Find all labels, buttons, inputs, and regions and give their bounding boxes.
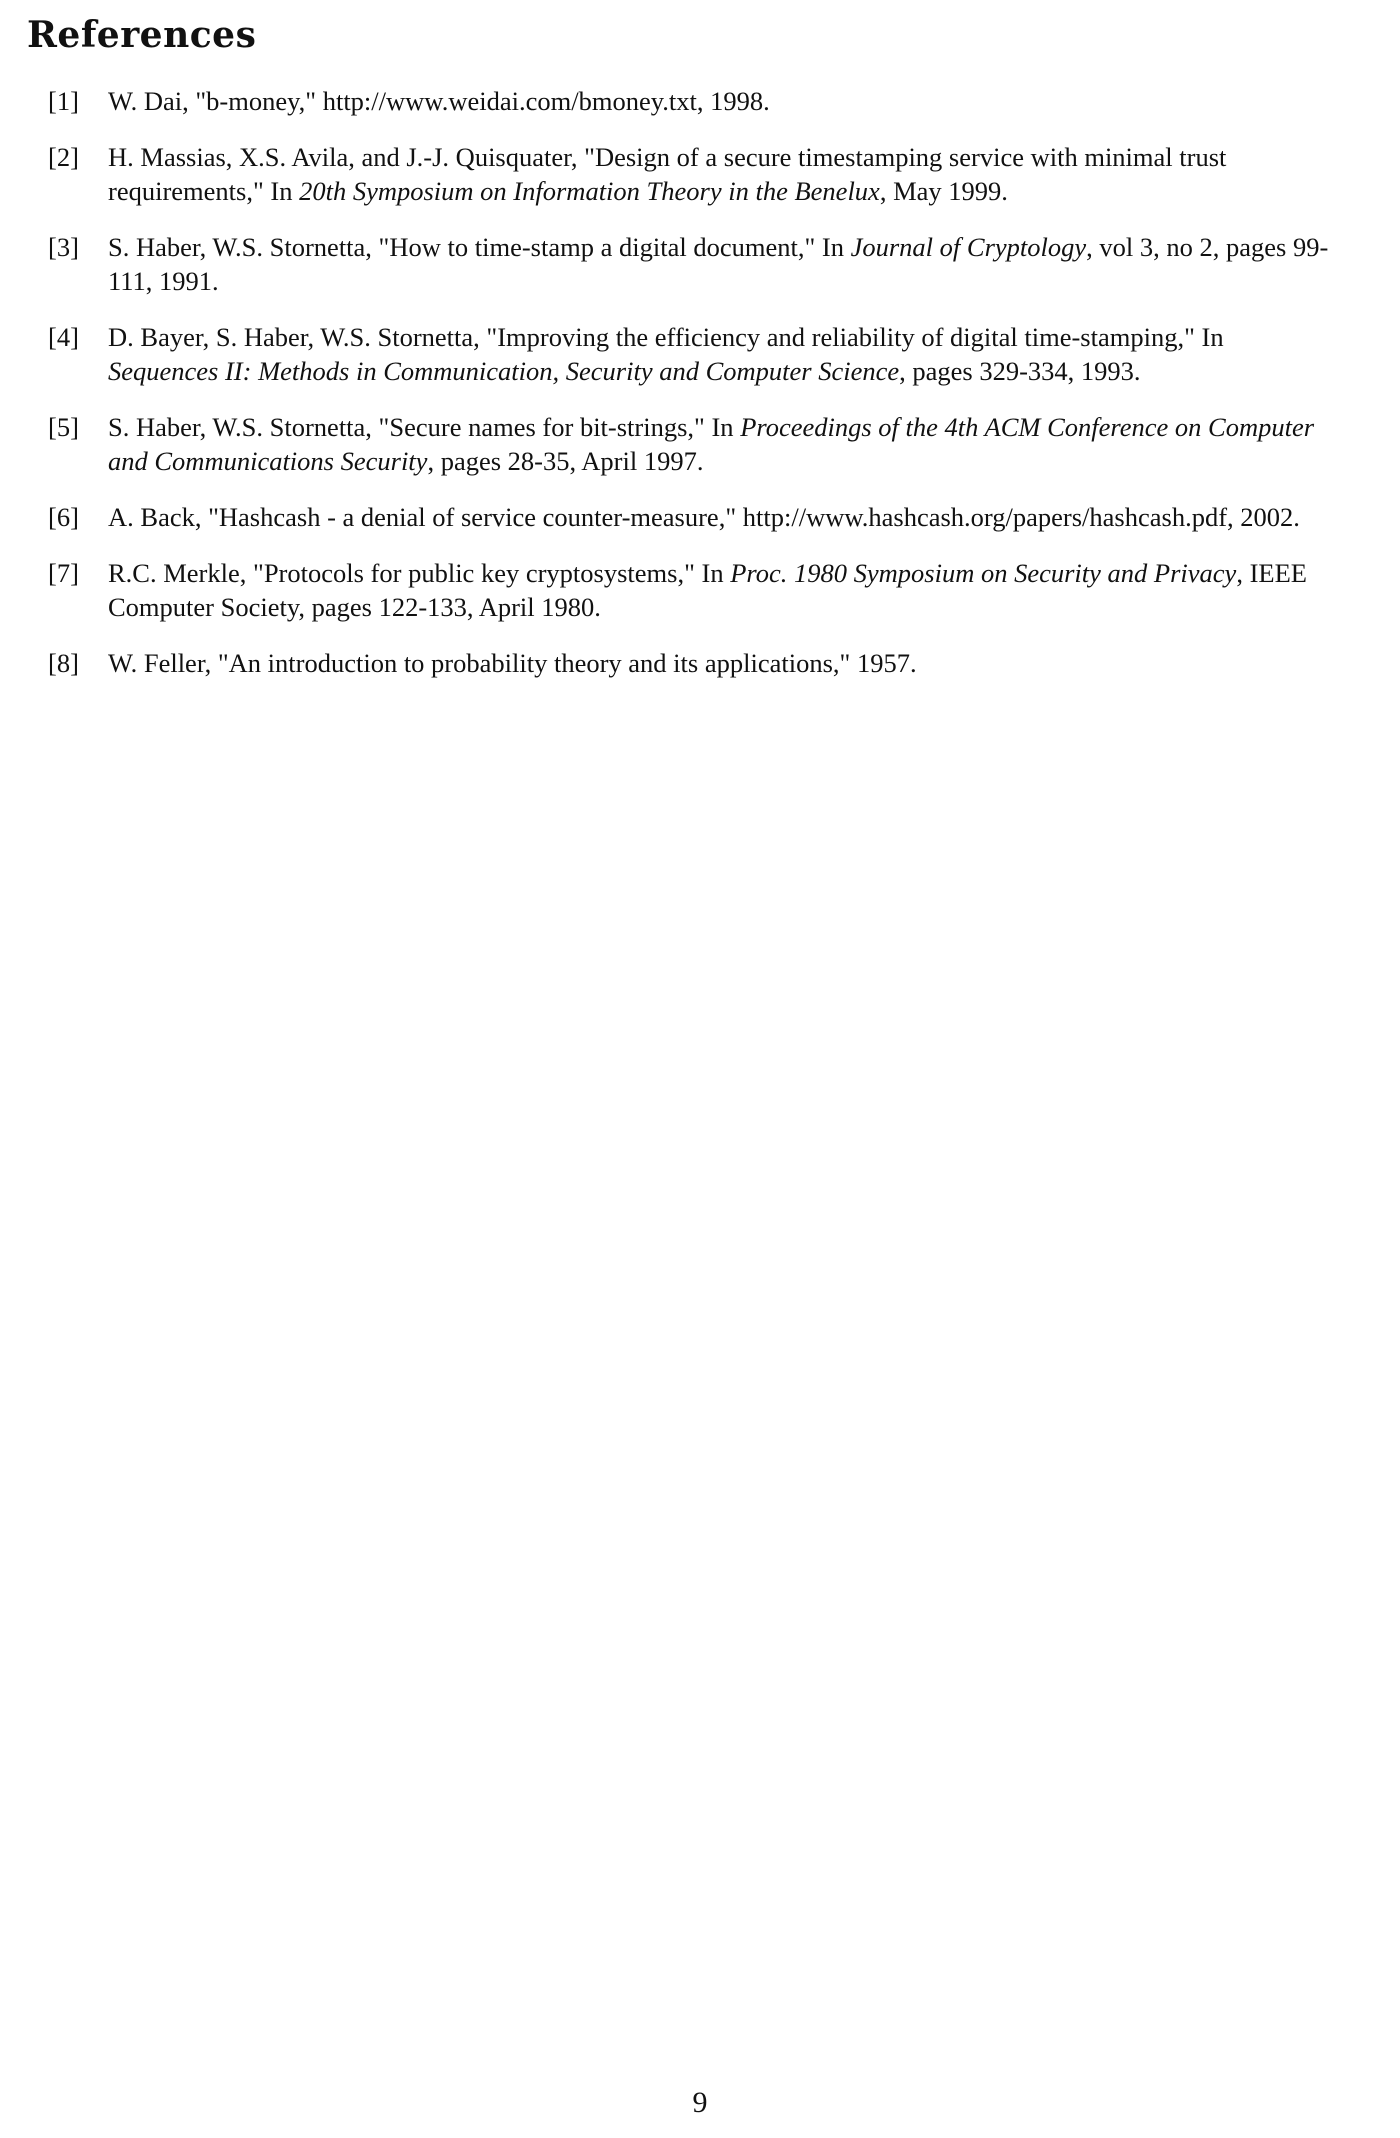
reference-venue: Journal of Cryptology: [850, 232, 1087, 262]
reference-list: [0, 84, 1400, 702]
reference-text: [108, 556, 1340, 624]
reference-number: [1]: [48, 86, 79, 116]
references-heading: References: [27, 14, 257, 56]
reference-body: S. Haber, W.S. Stornetta, "Secure names for bit-strings," In: [108, 412, 741, 442]
reference-item-8: [0, 646, 1400, 680]
reference-venue: 20th Symposium on Information Theory in the Benelux: [299, 176, 880, 206]
reference-number: [5]: [48, 412, 79, 442]
reference-number: [7]: [48, 558, 79, 588]
reference-item-4: [0, 320, 1400, 388]
reference-details: , May 1999.: [879, 176, 1008, 206]
reference-text: [108, 410, 1340, 478]
reference-body: S. Haber, W.S. Stornetta, "How to time-stamp a digital document," In: [108, 232, 851, 262]
reference-item-3: [0, 230, 1400, 298]
reference-body: D. Bayer, S. Haber, W.S. Stornetta, "Improving the efficiency and reliability of digital time-stamping," In: [108, 322, 1224, 352]
reference-body: A. Back, "Hashcash - a denial of service counter-measure," http://www.hashcash.org/papers/hashcash.pdf, 2002.: [108, 502, 1300, 532]
reference-details: , pages 28-35, April 1997.: [427, 446, 704, 476]
reference-number: [6]: [48, 502, 79, 532]
reference-body: R.C. Merkle, "Protocols for public key cryptosystems," In: [108, 558, 731, 588]
reference-venue: Proceedings of the 4th ACM Conference on Computer and Communications Security: [108, 412, 1315, 476]
reference-venue: Proc. 1980 Symposium on Security and Privacy: [730, 558, 1237, 588]
reference-item-7: [0, 556, 1400, 624]
reference-details: , IEEE Computer Society, pages 122-133, April 1980.: [108, 558, 1307, 622]
reference-details: , vol 3, no 2, pages 99-111, 1991.: [108, 232, 1329, 296]
reference-number: [3]: [48, 232, 79, 262]
reference-text: [108, 230, 1340, 298]
reference-text: [108, 84, 1340, 118]
reference-text: [108, 140, 1340, 208]
reference-venue: Sequences II: Methods in Communication, Security and Computer Science: [108, 356, 900, 386]
reference-item-2: [0, 140, 1400, 208]
reference-text: [108, 320, 1340, 388]
reference-body: H. Massias, X.S. Avila, and J.-J. Quisquater, "Design of a secure timestamping service with minimal trust requirements," In: [108, 142, 1227, 206]
reference-body: W. Feller, "An introduction to probability theory and its applications," 1957.: [108, 648, 917, 678]
reference-item-6: [0, 500, 1400, 534]
reference-text: [108, 500, 1340, 534]
reference-item-1: [0, 84, 1400, 118]
page-number: 9: [692, 2086, 708, 2119]
reference-number: [8]: [48, 648, 79, 678]
reference-number: [2]: [48, 142, 79, 172]
reference-text: [108, 646, 1340, 680]
reference-item-5: [0, 410, 1400, 478]
reference-number: [4]: [48, 322, 79, 352]
reference-body: W. Dai, "b-money," http://www.weidai.com/bmoney.txt, 1998.: [108, 86, 770, 116]
reference-details: , pages 329-334, 1993.: [899, 356, 1141, 386]
